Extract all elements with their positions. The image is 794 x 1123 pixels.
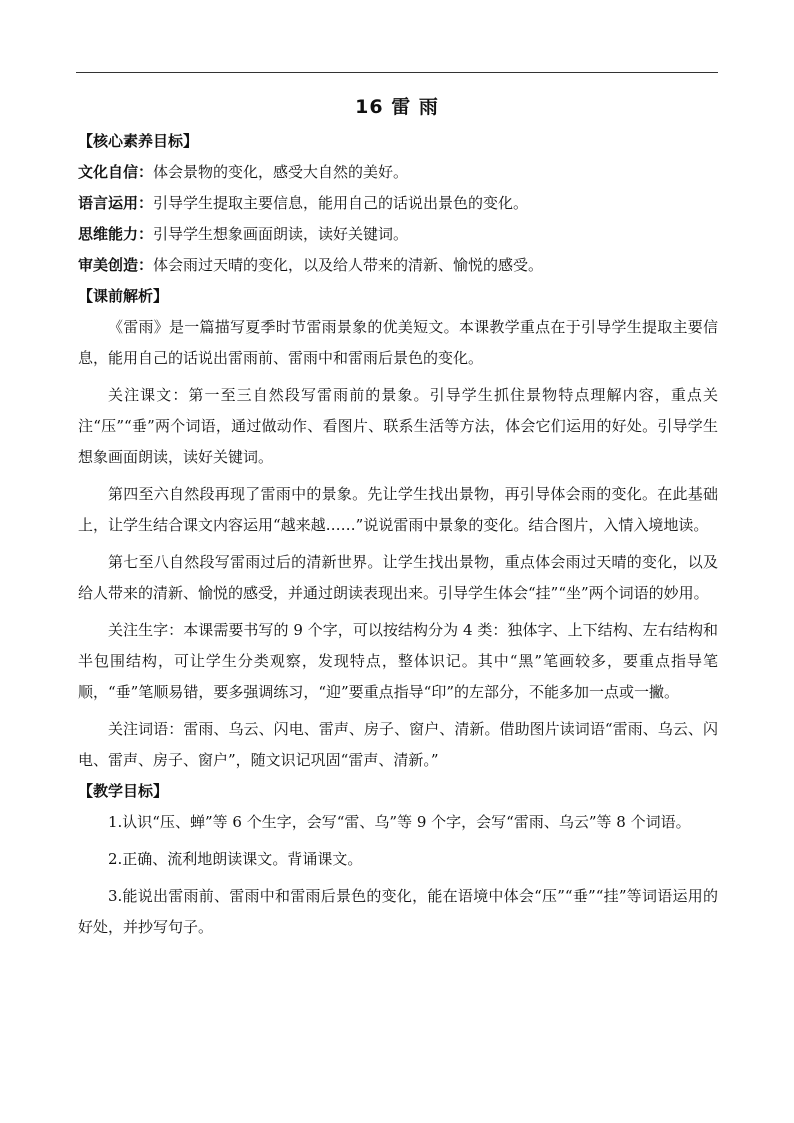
- section-heading-analysis: 【课前解析】: [78, 287, 169, 305]
- analysis-paragraph: 关注课文：第一至三自然段写雷雨前的景象。引导学生抓住景物特点理解内容，重点关注“压”“垂”两个词语，通过做动作、看图片、联系生活等方法，体会它们运用的好处。引导学生想象画面朗读，读好关键词。: [78, 386, 718, 466]
- section-heading-core-goals: 【核心素养目标】: [78, 132, 199, 150]
- header-rule: [76, 72, 718, 73]
- analysis-paragraph: 关注词语：雷雨、乌云、闪电、雷声、房子、窗户、清新。借助图片读词语“雷雨、乌云、闪电、雷声、房子、窗户”，随文识记巩固“雷声、清新。”: [78, 720, 718, 769]
- analysis-paragraph: 第四至六自然段再现了雷雨中的景象。先让学生找出景物，再引导体会雨的变化。在此基础上，让学生结合课文内容运用“越来越……”说说雷雨中景象的变化。结合图片，入情入境地读。: [78, 485, 718, 534]
- analysis-paragraph: 《雷雨》是一篇描写夏季时节雷雨景象的优美短文。本课教学重点在于引导学生提取主要信息，能用自己的话说出雷雨前、雷雨中和雷雨后景色的变化。: [78, 318, 718, 367]
- goal-text: 体会景物的变化，感受大自然的美好。: [153, 163, 409, 181]
- teaching-goal-paragraph: 3.能说出雷雨前、雷雨中和雷雨后景色的变化，能在语境中体会“压”“垂”“挂”等词语运用的好处，并抄写句子。: [78, 887, 718, 936]
- teaching-goal-paragraph: 1.认识“压、蝉”等 6 个生字，会写“雷、乌”等 9 个字，会写“雷雨、乌云”等 8 个词语。: [108, 813, 691, 831]
- goal-term: 思维能力：: [78, 225, 154, 243]
- goal-text: 引导学生想象画面朗读，读好关键词。: [153, 225, 409, 243]
- analysis-paragraph: 第七至八自然段写雷雨过后的清新世界。让学生找出景物，重点体会雨过天晴的变化，以及给人带来的清新、愉悦的感受，并通过朗读表现出来。引导学生体会“挂”“坐”两个词语的妙用。: [78, 553, 718, 602]
- teaching-goal-paragraph: 2.正确、流利地朗读课文。背诵课文。: [108, 850, 363, 868]
- goal-text: 引导学生提取主要信息，能用自己的话说出景色的变化。: [153, 194, 529, 212]
- goal-item: [78, 188, 718, 219]
- goal-text: 体会雨过天晴的变化，以及给人带来的清新、愉悦的感受。: [153, 256, 544, 274]
- analysis-paragraph: 关注生字：本课需要书写的 9 个字，可以按结构分为 4 类：独体字、上下结构、左右结构和半包围结构，可让学生分类观察，发现特点，整体识记。其中“黑”笔画较多，要重点指导笔顺，“垂”笔顺易错，要多强调练习，“迎”要重点指导“印”的左部分，不能多加一点或一撇。: [78, 621, 718, 701]
- goal-item: [78, 250, 718, 281]
- goal-term: 文化自信：: [78, 163, 154, 181]
- lesson-title: 16 雷 雨: [355, 96, 439, 118]
- goal-term: 语言运用：: [78, 194, 154, 212]
- goal-item: [78, 157, 718, 188]
- document-body: [78, 126, 718, 943]
- section-heading-teaching-goals: 【教学目标】: [78, 782, 169, 800]
- goal-item: [78, 219, 718, 250]
- goal-term: 审美创造：: [78, 256, 154, 274]
